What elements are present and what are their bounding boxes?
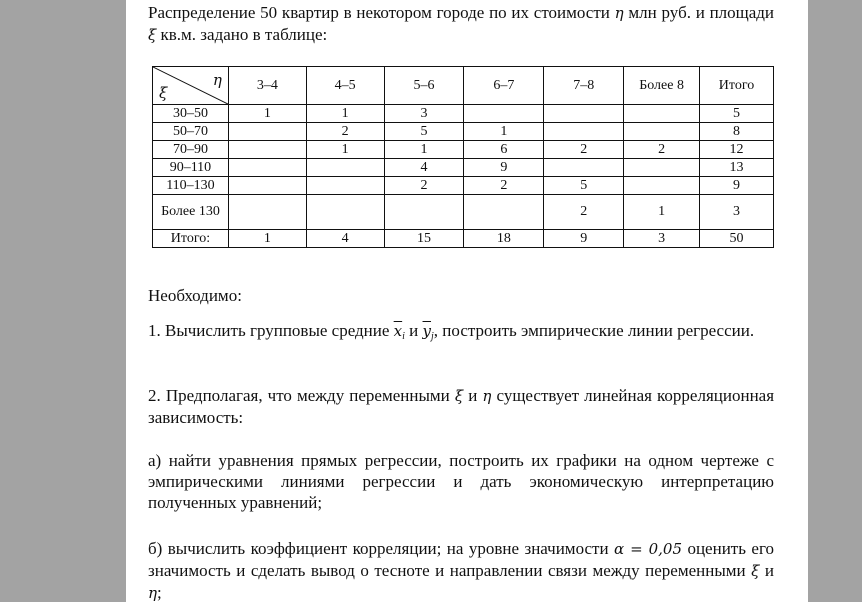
right-gray-margin (808, 0, 862, 602)
task-2 (148, 385, 774, 428)
row-label: 50–70 (153, 123, 229, 141)
and-word: и (764, 561, 775, 580)
intro-text-1: Распределение 50 квартир в некотором городе по их стоимости (148, 3, 610, 22)
table-cell (306, 195, 384, 230)
row-label: Более 130 (153, 195, 229, 230)
task-2-text-end: существует линейная корреляционная зависимость: (148, 386, 775, 427)
needed-heading: Необходимо: (148, 286, 242, 305)
x-subscript: i (402, 331, 405, 342)
table-cell (228, 123, 306, 141)
row-label: 70–90 (153, 141, 229, 159)
table-cell: 6 (464, 141, 544, 159)
eta-symbol: η (614, 4, 624, 22)
table-cell (306, 177, 384, 195)
header-cell: Более 8 (624, 67, 700, 105)
table-row (153, 105, 774, 123)
task-1-text: 1. Вычислить групповые средние (148, 321, 390, 340)
table-cell (228, 195, 306, 230)
distribution-table (152, 66, 774, 248)
document-page (126, 0, 808, 602)
table-cell: 2 (464, 177, 544, 195)
table-cell: 9 (464, 159, 544, 177)
table-total-row (153, 230, 774, 248)
y-subscript: j (431, 331, 434, 342)
table-cell: 4 (384, 159, 464, 177)
corner-eta-label: η (212, 71, 222, 89)
task-a: а) найти уравнения прямых регрессии, построить их графики на одном чертеже с эмпирическими линиями регрессии и дать экономическую интерпретацию полученных уравнений; (148, 451, 774, 512)
table-corner-cell (153, 67, 229, 105)
intro-text-3: кв.м. задано в таблице: (160, 25, 328, 44)
table-cell: 1 (624, 195, 700, 230)
table-cell (228, 159, 306, 177)
table-cell: 1 (464, 123, 544, 141)
table-cell: 12 (700, 141, 774, 159)
table-cell: 5 (384, 123, 464, 141)
header-cell: Итого (700, 67, 774, 105)
table-cell: 4 (306, 230, 384, 248)
task-2-text: 2. Предполагая, что между переменными (148, 386, 450, 405)
table-cell: 1 (306, 141, 384, 159)
xi-symbol: ξ (148, 26, 157, 44)
xi-symbol: ξ (454, 387, 464, 405)
table-cell (544, 105, 624, 123)
table-row (153, 123, 774, 141)
eta-symbol: η (148, 584, 157, 602)
table-cell: 9 (700, 177, 774, 195)
table-cell: 2 (306, 123, 384, 141)
y-bar-symbol: $\overline{y}$ (422, 322, 432, 340)
and-word: и (468, 386, 478, 405)
table-row (153, 159, 774, 177)
table-cell: 1 (228, 105, 306, 123)
left-gray-margin (0, 0, 126, 602)
table-cell: 18 (464, 230, 544, 248)
table-cell (306, 159, 384, 177)
table-cell: 3 (384, 105, 464, 123)
table-cell (384, 195, 464, 230)
table-cell: 13 (700, 159, 774, 177)
table-cell: 1 (384, 141, 464, 159)
table-cell: 1 (228, 230, 306, 248)
task-b-text: б) вычислить коэффициент корреляции; на уровне значимости (148, 539, 609, 558)
header-cell: 5–6 (384, 67, 464, 105)
row-label: 90–110 (153, 159, 229, 177)
table-cell: 2 (544, 141, 624, 159)
task-b-text-2: оценить его значимость и сделать вывод о тесноте и направлении связи между переменными (148, 539, 775, 580)
table-row (153, 195, 774, 230)
table-cell: 5 (700, 105, 774, 123)
table-cell: 1 (306, 105, 384, 123)
table-cell: 2 (544, 195, 624, 230)
xi-symbol: ξ (751, 562, 760, 580)
header-cell: 3–4 (228, 67, 306, 105)
table-cell (228, 141, 306, 159)
corner-xi-label: ξ (159, 84, 168, 102)
and-word: и (409, 321, 419, 340)
task-1-text-end: , построить эмпирические линии регрессии. (433, 321, 755, 340)
table-cell: 3 (700, 195, 774, 230)
table-cell: 2 (624, 141, 700, 159)
intro-paragraph (148, 2, 774, 46)
row-label: 110–130 (153, 177, 229, 195)
x-bar-symbol: $\overline{x}$ (393, 322, 403, 340)
table-cell (624, 105, 700, 123)
task-b (148, 538, 774, 604)
table-row (153, 177, 774, 195)
table-header-row (153, 67, 774, 105)
table-cell (464, 195, 544, 230)
header-cell: 6–7 (464, 67, 544, 105)
table-cell: 9 (544, 230, 624, 248)
table-cell (544, 123, 624, 141)
row-label: 30–50 (153, 105, 229, 123)
header-cell: 4–5 (306, 67, 384, 105)
table-cell (624, 123, 700, 141)
table-cell (228, 177, 306, 195)
table-cell: 15 (384, 230, 464, 248)
table-cell: 5 (544, 177, 624, 195)
table-cell (464, 105, 544, 123)
table-cell (544, 159, 624, 177)
table-cell: 3 (624, 230, 700, 248)
header-cell: 7–8 (544, 67, 624, 105)
row-label: Итого: (153, 230, 229, 248)
task-1 (148, 318, 774, 349)
table-cell (624, 177, 700, 195)
table-cell: 8 (700, 123, 774, 141)
intro-text-2: млн руб. и площади (628, 3, 775, 22)
table-cell: 50 (700, 230, 774, 248)
table-cell (624, 159, 700, 177)
alpha-value: α = 0,05 (614, 540, 683, 558)
eta-symbol: η (482, 387, 492, 405)
table-cell: 2 (384, 177, 464, 195)
task-b-end: ; (157, 583, 162, 602)
table-row (153, 141, 774, 159)
